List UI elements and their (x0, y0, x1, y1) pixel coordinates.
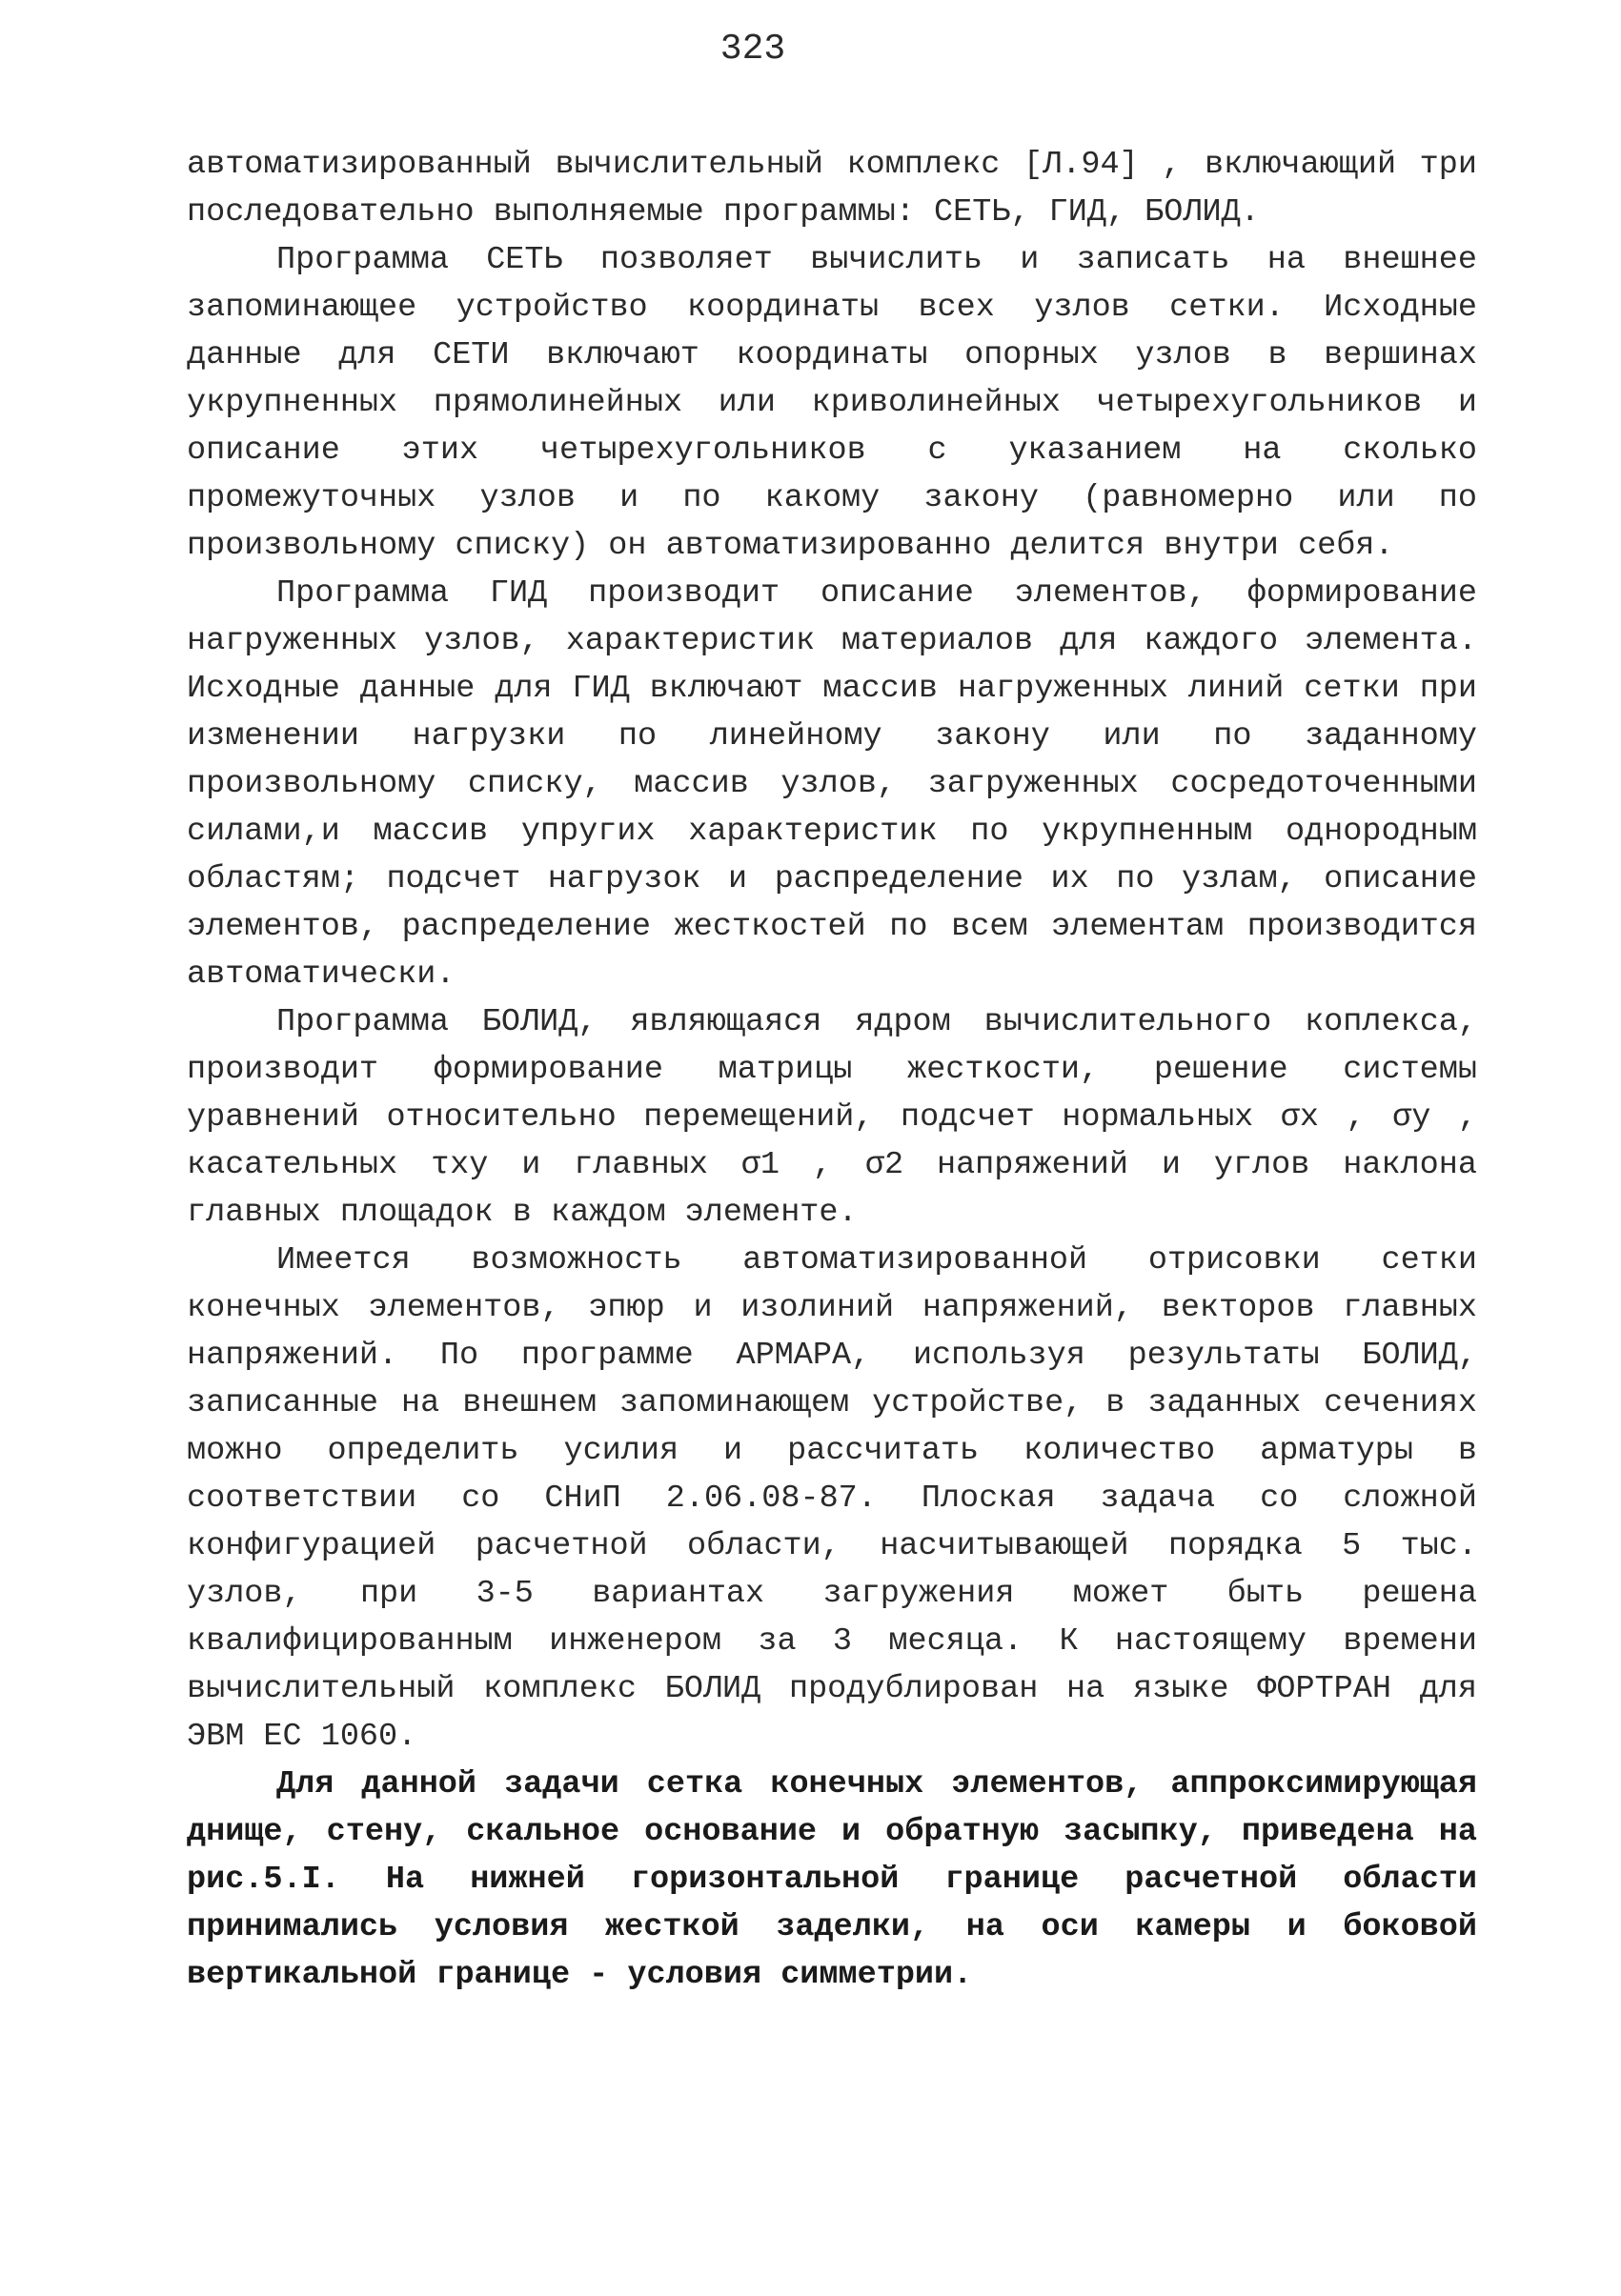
body-text (187, 141, 1477, 1999)
paragraph: Программа ГИД производит описание элементов, формирование нагруженных узлов, характеристик материалов для каждого элемента. Исходные данные для ГИД включают массив нагруженных линий сетки при изменении нагрузки по линейному закону или по заданному произвольному списку, массив узлов, загруженных сосредоточенными силами,и массив упругих характеристик по укрупненным однородным областям; подсчет нагрузок и распределение их по узлам, описание элементов, распределение жесткостей по всем элементам производится автоматически. (187, 575, 1477, 993)
paragraph: Программа СЕТЬ позволяет вычислить и записать на внешнее запоминающее устройство координаты всех узлов сетки. Исходные данные для СЕТИ включают координаты опорных узлов в вершинах укрупненных прямолинейных или криволинейных четырехугольников и описание этих четырехугольников с указанием на сколько промежуточных узлов и по какому закону (равномерно или по произвольному списку) он автоматизированно делится внутри себя. (187, 242, 1477, 564)
paragraph: Имеется возможность автоматизированной отрисовки сетки конечных элементов, эпюр и изолиний напряжений, векторов главных напряжений. По программе АРМАРА, используя результаты БОЛИД, записанные на внешнем запоминающем устройстве, в заданных сечениях можно определить усилия и рассчитать количество арматуры в соответствии со СНиП 2.06.08-87. Плоская задача со сложной конфигурацией расчетной области, насчитывающей порядка 5 тыс. узлов, при 3-5 вариантах загружения может быть решена квалифицированным инженером за 3 месяца. К настоящему времени вычислительный комплекс БОЛИД продублирован на языке ФОРТРАН для ЭВМ ЕС 1060. (187, 1242, 1477, 1755)
paragraph: автоматизированный вычислительный комплекс [Л.94] , включающий три последовательно выполняемые программы: СЕТЬ, ГИД, БОЛИД. (187, 147, 1477, 231)
paragraph: Для данной задачи сетка конечных элементов, аппроксимирующая днище, стену, скальное основание и обратную засыпку, приведена на рис.5.I. На нижней горизонтальной границе расчетной области принимались условия жесткой заделки, на оси камеры и боковой вертикальной границе - условия симметрии. (187, 1766, 1477, 1993)
paragraph: Программа БОЛИД, являющаяся ядром вычислительного коплекса, производит формирование матрицы жесткости, решение системы уравнений относительно перемещений, подсчет нормальных σx , σy , касательных τxy и главных σ1 , σ2 напряжений и углов наклона главных площадок в каждом элементе. (187, 1004, 1477, 1231)
page-number: 323 (719, 29, 786, 70)
